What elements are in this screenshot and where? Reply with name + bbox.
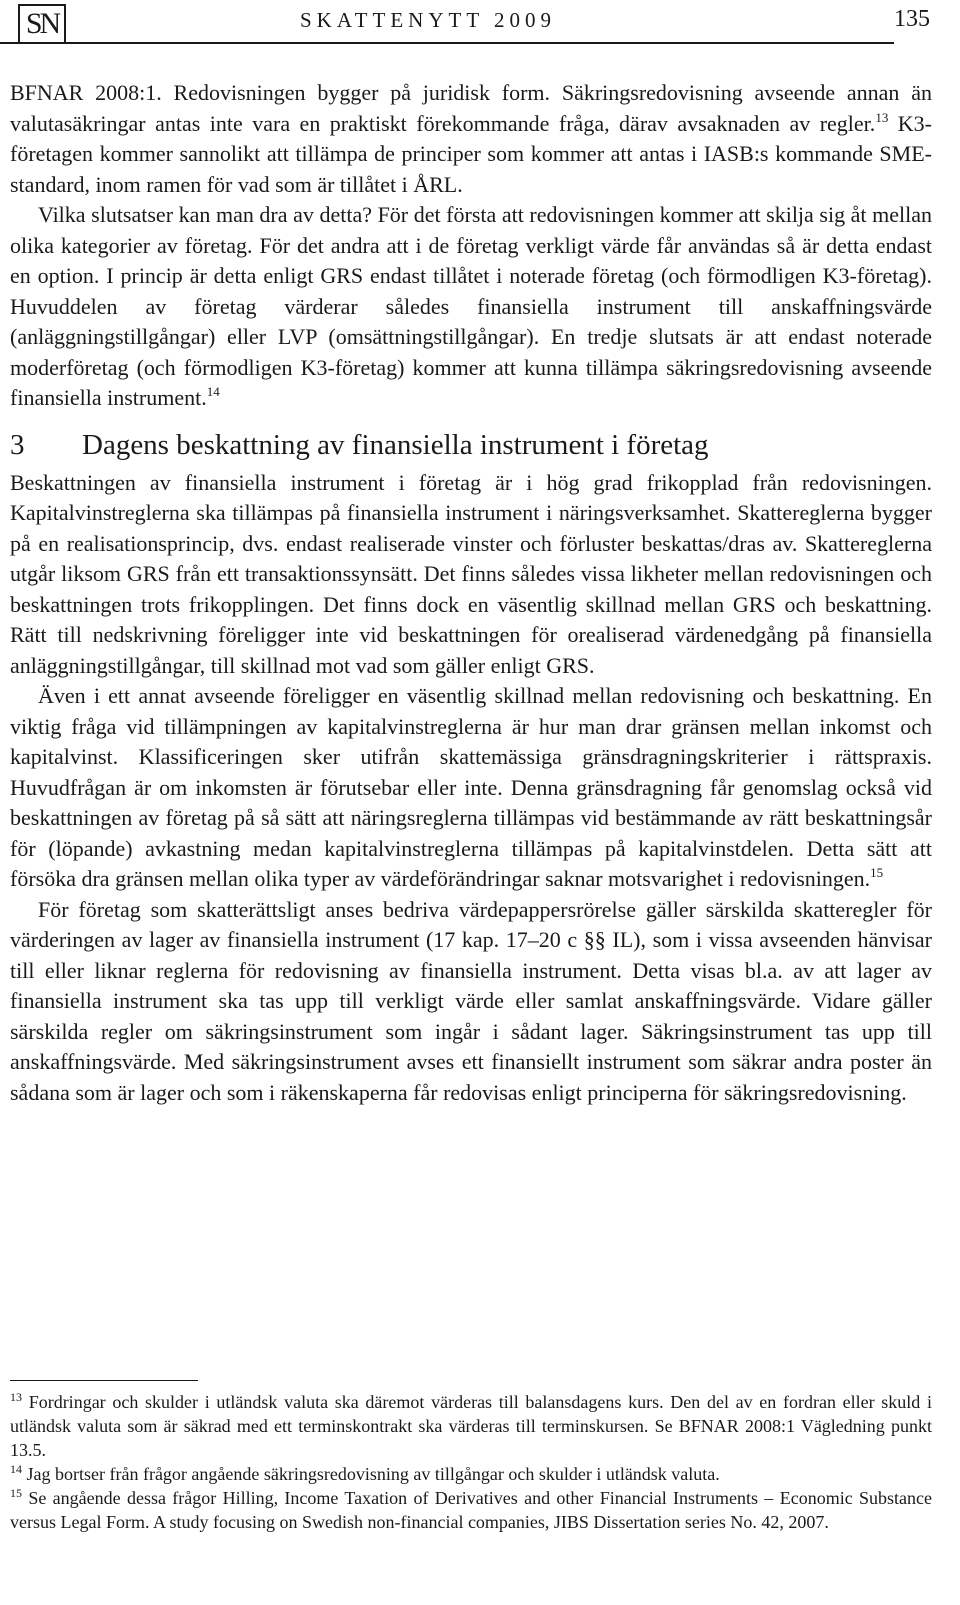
page-number: 135 [894,6,930,32]
journal-logo: SN [18,4,66,44]
paragraph [10,681,932,895]
paragraph [10,78,932,200]
section-heading [10,428,932,462]
journal-title: SKATTENYTT 2009 [300,8,557,32]
footnote-divider [10,1380,198,1381]
section-number: 3 [10,428,25,461]
header-rule [66,42,894,44]
header-rule-left [0,42,18,44]
footnote-text: Fordringar och skulder i utländsk valuta ska däremot värderas till balansdagens kurs. Den del av en fordran eller skuld i utländsk valuta som är säkrad med ett terminskontrakt ska värderas till terminskursen. Se BFNAR 2008:1 Vägledning punkt 13.5. [10,1392,932,1460]
footnote-ref[interactable]: 15 [870,865,884,880]
section-title: Dagens beskattning av finansiella instrument i företag [82,428,709,461]
footnote-ref[interactable]: 14 [206,384,220,399]
paragraph-text: K3-företagen kommer sannolikt att tillämpa de principer som kommer att antas i IASB:s kommande SME-standard, inom ramen för vad som är tillåtet i ÅRL. [10,110,933,197]
paragraph-text: Vilka slutsatser kan man dra av detta? För det första att redovisningen kommer att skilja sig åt mellan olika kategorier av företag. För det andra att i de företag verkligt värde får användas så är detta endast en option. I princip är detta enligt GRS endast tillåtet i noterade företag (och förmodligen K3-företag). Huvuddelen av företag värderar således finansiella instrument till anskaffningsvärde (anläggningstillgångar) eller LVP (omsättningstillgångar). En tredje slutsats är att endast noterade moderföretag (och förmodligen K3-företag) kommer att kunna tillämpa säkringsredovisning avseende finansiella instrument. [10,202,932,410]
paragraph-text: BFNAR 2008:1. Redovisningen bygger på juridisk form. Säkringsredovisning avseende annan än valutasäkringar antas inte vara en praktiskt förekommande fråga, därav avsaknaden av regler. [10,80,932,136]
footnote-number: 13 [10,1390,22,1404]
footnote-number: 15 [10,1486,22,1500]
paragraph-text: Även i ett annat avseende föreligger en väsentlig skillnad mellan redovisning och beskattning. En viktig fråga vid tillämpningen av kapitalvinstreglerna är hur man drar gränsen mellan inkomst och kapitalvinst. Klassificeringen sker utifrån skattemässiga gränsdragningskriterier i rättspraxis. Huvudfrågan är om inkomsten är förutsebar eller inte. Denna gränsdragning får genomslag också vid beskattningen av företag på så sätt att näringsreglerna tillämpas vid bestämmande av rätt beskattningsår för (löpande) avkastning medan kapitalvinstreglerna tillämpas på kapitalvinstdelen. Detta sätt att försöka dra gränsen mellan olika typer av värdeförändringar saknar motsvarighet i redovisningen. [10,683,932,891]
footnote-ref[interactable]: 13 [875,109,889,125]
footnote [10,1390,932,1462]
footnote [10,1486,932,1534]
page-header [0,0,960,60]
paragraph: Beskattningen av finansiella instrument i företag är i hög grad frikopplad från redovisningen. Kapitalvinstreglerna ska tillämpas på finansiella instrument i näringsverksamhet. Skattereglerna bygger på en realisationsprincip, dvs. endast realiserade vinster och förluster beskattas/dras av. Skattereglerna utgår liksom GRS från ett transaktionssynsätt. Det finns således vissa likheter mellan redovisningen och beskattningen trots frikopplingen. Det finns dock en väsentlig skillnad mellan GRS och beskattning. Rätt till nedskrivning föreligger inte vid beskattningen för orealiserad värdenedgång på finansiella anläggningstillgångar, till skillnad mot vad som gäller enligt GRS. [10,469,932,678]
footnote-text: Se angående dessa frågor Hilling, Income Taxation of Derivatives and other Financial Instruments – Economic Substance versus Legal Form. A study focusing on Swedish non-financial companies, JIBS Dissertation series No. 42, 2007. [10,1488,932,1532]
footnote-text: Jag bortser från frågor angående säkringsredovisning av tillgångar och skulder i utländsk valuta. [22,1464,720,1484]
paragraph [10,200,932,414]
footnotes [10,1390,932,1534]
main-text [10,78,932,1108]
paragraph: För företag som skatterättsligt anses bedriva värdepappersrörelse gäller särskilda skatteregler för värderingen av lager av finansiella instrument (17 kap. 17–20 c §§ IL), som i vissa avseenden hänvisar till eller liknar reglerna för redovisning av finansiella instrument. Detta visas bl.a. av att lager av finansiella instrument ska tas upp till verkligt värde eller samlat anskaffningsvärde. Vidare gäller särskilda regler om säkringsinstrument som ingår i sådant lager. Säkringsinstrument tas upp till anskaffningsvärde. Med säkringsinstrument avses ett finansiellt instrument som säkrar andra poster än sådana som är lager och som i räkenskaperna får redovisas enligt principerna för säkringsredovisning. [10,896,932,1105]
footnote [10,1462,932,1486]
footnote-number: 14 [10,1462,22,1476]
